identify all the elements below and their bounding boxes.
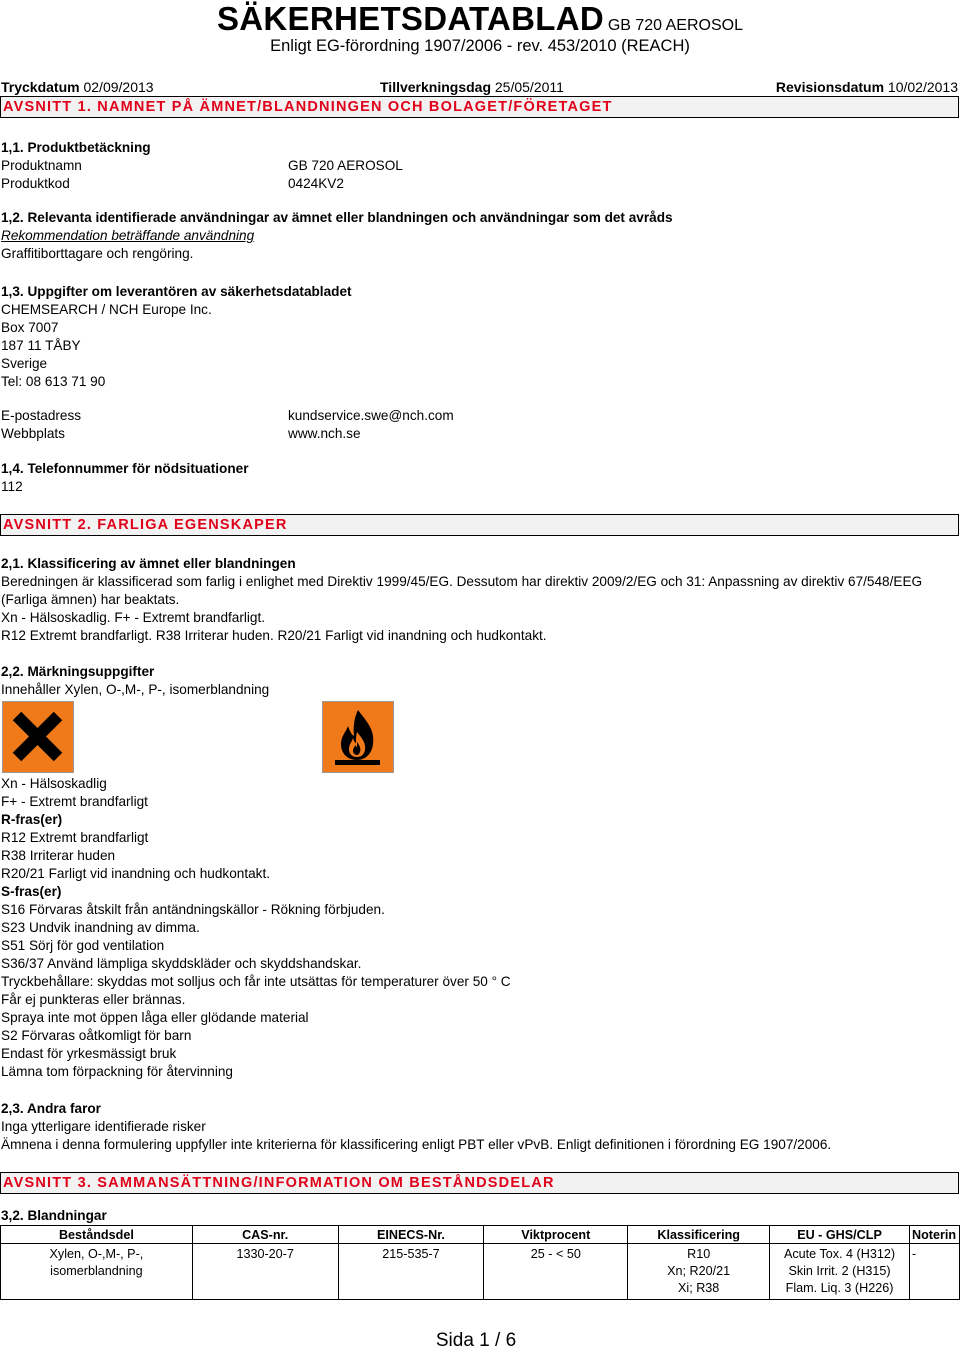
column-header: Viktprocent: [484, 1226, 628, 1244]
other-hazards-line: Inga ytterligare identifierade risker: [1, 1119, 206, 1134]
revision-date: Revisionsdatum 10/02/2013: [775, 79, 958, 95]
cell-substance: Xylen, O-,M-, P-, isomerblandning: [1, 1244, 193, 1300]
cell-ghs: Acute Tox. 4 (H312) Skin Irrit. 2 (H315) Flam. Liq. 3 (H226): [770, 1244, 910, 1300]
flame-icon: [322, 701, 394, 773]
manufacture-date: Tillverkningsdag 25/05/2011: [380, 79, 564, 95]
heading-2-3: 2,3. Andra faror: [1, 1101, 101, 1116]
harmful-cross-icon: [2, 701, 74, 773]
column-header: Klassificering: [628, 1226, 770, 1244]
classification-paragraph: Beredningen är klassificerad som farlig i enlighet med Direktiv 1999/45/EG. Dessutom har direktiv 2009/2/EG och 31: Anpassning av direktiv 67/548/EEG (Farliga ämnen) har beaktats.: [1, 574, 923, 607]
classification-symbols: Xn - Hälsoskadlig. F+ - Extremt brandfarligt.: [1, 610, 266, 625]
composition-table: [0, 1225, 960, 1300]
column-header: CAS-nr.: [192, 1226, 338, 1244]
recommendation-label: Rekommendation beträffande användning: [1, 228, 255, 243]
heading-2-1: 2,1. Klassificering av ämnet eller blandningen: [1, 556, 296, 571]
heading-1-4: 1,4. Telefonnummer för nödsituationer: [1, 461, 249, 476]
s-phrase: S16 Förvaras åtskilt från antändningskällor - Rökning förbjuden.: [1, 902, 385, 917]
s-phrase: S36/37 Använd lämpliga skyddskläder och skyddshandskar.: [1, 956, 362, 971]
label-fplus: F+ - Extremt brandfarligt: [1, 794, 148, 809]
cell-einecs: 215-535-7: [338, 1244, 484, 1300]
supplier-line: Box 7007: [1, 320, 59, 335]
emergency-number: 112: [1, 479, 23, 494]
r-phrase: R20/21 Farligt vid inandning och hudkontakt.: [1, 866, 271, 881]
cell-weight: 25 - < 50: [484, 1244, 628, 1300]
supplier-line: Sverige: [1, 356, 48, 371]
product-code-value: 0424KV2: [288, 176, 344, 191]
document-title: [0, 0, 960, 38]
column-header: EU - GHS/CLP: [770, 1226, 910, 1244]
supplier-line: 187 11 TÅBY: [1, 338, 81, 353]
column-header: EINECS-Nr.: [338, 1226, 484, 1244]
website-value[interactable]: www.nch.se: [288, 426, 361, 441]
heading-3-2: 3,2. Blandningar: [1, 1208, 107, 1223]
column-header: Beståndsdel: [1, 1226, 193, 1244]
contains-line: Innehåller Xylen, O-,M-, P-, isomerblandning: [1, 682, 270, 697]
product-name-label: Produktnamn: [1, 158, 82, 173]
product-code-label: Produktkod: [1, 176, 70, 191]
s-phrase: Spraya inte mot öppen låga eller glödande material: [1, 1010, 309, 1025]
page-number: Sida 1 / 6: [435, 1330, 517, 1351]
section-3-header: AVSNITT 3. SAMMANSÄTTNING/INFORMATION OM BESTÅNDSDELAR: [0, 1172, 959, 1194]
email-value[interactable]: kundservice.swe@nch.com: [288, 408, 454, 423]
website-label: Webbplats: [1, 426, 65, 441]
supplier-line: CHEMSEARCH / NCH Europe Inc.: [1, 302, 212, 317]
table-header-row: [1, 1226, 960, 1244]
title-text: SÄKERHETSDATABLAD: [216, 0, 605, 37]
email-label: E-postadress: [1, 408, 82, 423]
cell-note: -: [909, 1244, 959, 1300]
heading-1-3: 1,3. Uppgifter om leverantören av säkerhetsdatabladet: [1, 284, 352, 299]
regulation-subtitle: Enligt EG-förordning 1907/2006 - rev. 453/2010 (REACH): [270, 37, 690, 55]
pbt-statement: Ämnena i denna formulering uppfyller inte kriterierna för klassificering enligt PBT eller vPvB. Enligt definitionen i förordning EG 1907/2006.: [1, 1137, 832, 1152]
print-date: Tryckdatum 02/09/2013: [1, 79, 154, 95]
column-header: Noterin: [909, 1226, 959, 1244]
section-2-header: AVSNITT 2. FARLIGA EGENSKAPER: [0, 514, 959, 536]
s-phrase: Endast för yrkesmässigt bruk: [1, 1046, 177, 1061]
s-phrase: Lämna tom förpackning för återvinning: [1, 1064, 233, 1079]
s-phrase: Tryckbehållare: skyddas mot solljus och får inte utsättas för temperaturer över 50 ° C: [1, 974, 511, 989]
s-phrase: S51 Sörj för god ventilation: [1, 938, 165, 953]
s-phrase: S23 Undvik inandning av dimma.: [1, 920, 200, 935]
s-phrases-heading: S-fras(er): [1, 884, 62, 899]
s-phrase: Får ej punkteras eller brännas.: [1, 992, 186, 1007]
recommendation-value: Graffitiborttagare och rengöring.: [1, 246, 194, 261]
heading-1-1: 1,1. Produktbetäckning: [1, 140, 151, 155]
supplier-line: Tel: 08 613 71 90: [1, 374, 106, 389]
s-phrase: S2 Förvaras oåtkomligt för barn: [1, 1028, 192, 1043]
product-name-value: GB 720 AEROSOL: [288, 158, 403, 173]
r-phrases-heading: R-fras(er): [1, 812, 63, 827]
r-phrase: R12 Extremt brandfarligt: [1, 830, 149, 845]
classification-risks: R12 Extremt brandfarligt. R38 Irriterar huden. R20/21 Farligt vid inandning och hudkontakt.: [1, 628, 547, 643]
heading-1-2: 1,2. Relevanta identifierade användningar av ämnet eller blandningen och användningar som det avråds: [1, 210, 673, 225]
title-product: GB 720 AEROSOL: [607, 17, 743, 34]
label-xn: Xn - Hälsoskadlig: [1, 776, 107, 791]
r-phrase: R38 Irriterar huden: [1, 848, 116, 863]
section-1-header: AVSNITT 1. NAMNET PÅ ÄMNET/BLANDNINGEN OCH BOLAGET/FÖRETAGET: [0, 96, 959, 118]
table-row: [1, 1244, 960, 1300]
cell-cas: 1330-20-7: [192, 1244, 338, 1300]
cell-classification: R10 Xn; R20/21 Xi; R38: [628, 1244, 770, 1300]
heading-2-2: 2,2. Märkningsuppgifter: [1, 664, 155, 679]
